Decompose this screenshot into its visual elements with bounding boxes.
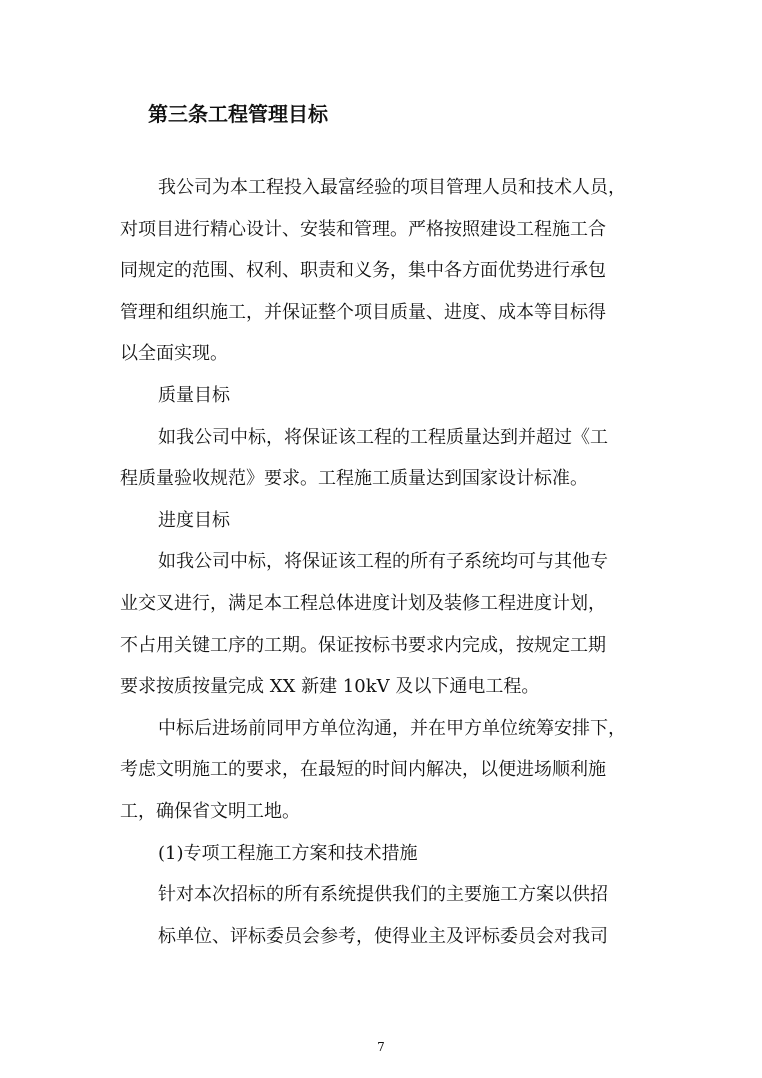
paragraph-line: 同规定的范围、权利、职责和义务，集中各方面优势进行承包 — [120, 260, 606, 282]
paragraph-line: 如我公司中标，将保证该工程的所有子系统均可与其他专 — [158, 551, 608, 573]
paragraph-line: 不占用关键工序的工期。保证按标书要求内完成，按规定工期 — [120, 634, 606, 656]
subheading-schedule-target: 进度目标 — [158, 509, 230, 531]
paragraph-line: 要求按质按量完成 XX 新建 10kV 及以下通电工程。 — [120, 676, 540, 698]
paragraph-line: 我公司为本工程投入最富经验的项目管理人员和技术人员， — [158, 177, 626, 198]
paragraph-line: 考虑文明施工的要求，在最短的时间内解决，以便进场顺利施 — [120, 759, 606, 781]
paragraph-line: 对项目进行精心设计、安装和管理。严格按照建设工程施工合 — [120, 218, 606, 240]
paragraph-line: 中标后进场前同甲方单位沟通，并在甲方单位统筹安排下， — [158, 717, 626, 739]
paragraph-line: 标单位、评标委员会参考，使得业主及评标委员会对我司 — [158, 925, 608, 947]
paragraph-line: 工，确保省文明工地。 — [120, 800, 300, 822]
subheading-quality-target: 质量目标 — [158, 384, 230, 406]
paragraph-line: 管理和组织施工，并保证整个项目质量、进度、成本等目标得 — [120, 301, 606, 323]
paragraph-line: 如我公司中标，将保证该工程的工程质量达到并超过《工 — [158, 426, 608, 448]
section-heading: 第三条工程管理目标 — [148, 102, 328, 126]
paragraph-line: 以全面实现。 — [120, 343, 228, 365]
paragraph-line: 针对本次招标的所有系统提供我们的主要施工方案以供招 — [158, 884, 608, 906]
subheading-special-plan: (1)专项工程施工方案和技术措施 — [158, 842, 418, 864]
paragraph-line: 程质量验收规范》要求。工程施工质量达到国家设计标准。 — [120, 468, 588, 490]
paragraph-line: 业交叉进行，满足本工程总体进度计划及装修工程进度计划， — [120, 592, 606, 614]
page-number: 7 — [377, 1040, 385, 1054]
body-text — [120, 167, 650, 957]
